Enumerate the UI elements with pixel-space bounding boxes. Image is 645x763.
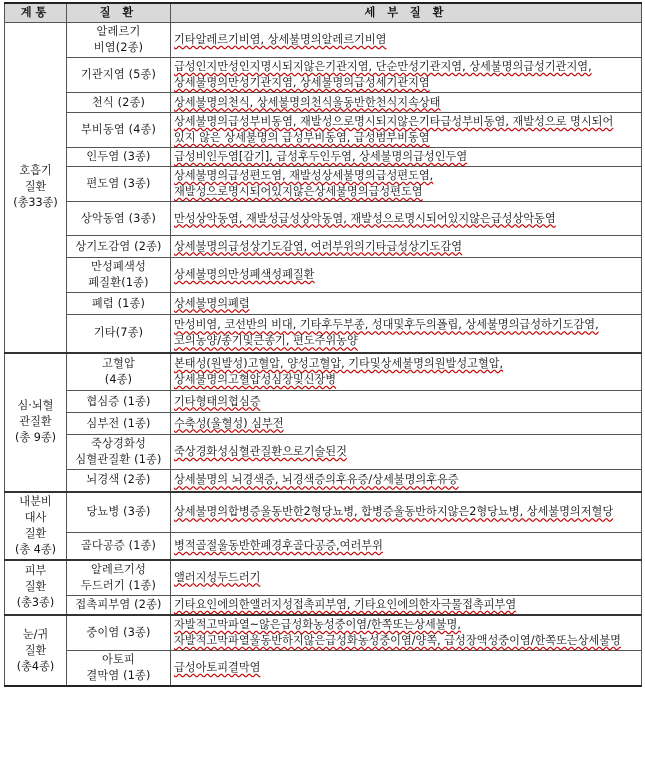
disease-cell: 기타(7종) <box>67 315 171 353</box>
detail-cell: 상세불명의 뇌경색증, 뇌경색증의후유증/상세불명의후유증 <box>171 470 642 492</box>
table-row <box>5 353 642 391</box>
detail-cell: 병적골절울동반한폐경후골다공증,여러부위 <box>171 533 642 560</box>
detail-cell: 상세불명의급성부비동염, 재발성으로명시되지않은기타급성부비동염, 재발성으로 명시되어 있지 않은 상세불명의 급성부비동염, 급성범부비동염 <box>171 113 642 148</box>
table-row <box>5 236 642 258</box>
disease-cell: 상기도감염 (2종) <box>67 236 171 258</box>
disease-cell: 편도염 (3종) <box>67 167 171 202</box>
disease-cell: 만성폐색성 폐질환(1종) <box>67 258 171 293</box>
disease-cell: 접촉피부염 (2종) <box>67 595 171 615</box>
disease-cell: 기관지염 (5종) <box>67 58 171 93</box>
table-row <box>5 560 642 596</box>
system-cell: 피부 질환 (총3종) <box>5 560 67 616</box>
disease-cell: 상악동염 (3종) <box>67 202 171 236</box>
disease-cell: 심부전 (1종) <box>67 413 171 435</box>
detail-cell: 상세불명의급성편도염, 재발성상세불명의급성편도염, 재발성으로명시되어있지않은상세불명의급성편도염 <box>171 167 642 202</box>
header-row <box>5 3 642 23</box>
detail-cell: 상세불명의만성폐색성폐질환 <box>171 258 642 293</box>
detail-cell: 만성상악동염, 재발성급성상악동염, 재발성으로명시되어있지않은급성상악동염 <box>171 202 642 236</box>
detail-cell: 상세불명의합병증울동반한2형당뇨병, 합병증울동반하지않은2형당뇨병, 상세불명의저혈당 <box>171 492 642 533</box>
table-row <box>5 293 642 315</box>
detail-cell: 급성인지만성인지명시되지않은기관지염, 단순만성기관지염, 상세불명의급성기관지염, 상세불명의만성기관지염, 상세불명의급성세기관지염 <box>171 58 642 93</box>
disease-cell: 죽상경화성 심혈관질환 (1종) <box>67 435 171 470</box>
table-row <box>5 93 642 113</box>
disease-cell: 협심증 (1종) <box>67 391 171 413</box>
disease-cell: 천식 (2종) <box>67 93 171 113</box>
system-cell: 내분비 대사 질환 (총 4종) <box>5 492 67 560</box>
detail-cell: 기타요인에의한앨러지성접촉피부염, 기타요인에의한자극물접촉피부염 <box>171 595 642 615</box>
header-detail: 세 부 질 환 <box>171 3 642 23</box>
header-system: 계통 <box>5 3 67 23</box>
detail-cell: 수축성(울혈성) 심부전 <box>171 413 642 435</box>
detail-cell: 자발적고막파열~않은급성화농성중이염/한쪽또는상세불명, 자발적고막파열울동반하지않은급성화농성중이염/양쪽, 급성장액성중이염/한쪽또는상세불명 <box>171 615 642 651</box>
table-row <box>5 533 642 560</box>
detail-cell: 기타형태의협심증 <box>171 391 642 413</box>
table-row <box>5 615 642 651</box>
header-disease: 질 환 <box>67 3 171 23</box>
table-row <box>5 315 642 353</box>
table-row <box>5 167 642 202</box>
detail-cell: 급성아토피결막염 <box>171 651 642 687</box>
table-row <box>5 492 642 533</box>
system-cell: 심·뇌혈 관질환 (총 9종) <box>5 353 67 492</box>
detail-cell: 급성비인두염[감기], 급성후두인두염, 상세불명의급성인두염 <box>171 148 642 167</box>
table-row <box>5 23 642 58</box>
disease-cell: 뇌경색 (2종) <box>67 470 171 492</box>
table-row <box>5 413 642 435</box>
detail-cell: 상세불명의급성상기도감염, 여러부위의기타급성상기도감염 <box>171 236 642 258</box>
detail-cell: 죽상경화성심혈관질환으로기술된것 <box>171 435 642 470</box>
disease-cell: 알레르기성 두드러기 (1종) <box>67 560 171 596</box>
disease-cell: 부비동염 (4종) <box>67 113 171 148</box>
disease-cell: 당뇨병 (3종) <box>67 492 171 533</box>
system-cell: 호흡기 질환 (총33종) <box>5 23 67 353</box>
table-row <box>5 595 642 615</box>
table-row <box>5 113 642 148</box>
table-row <box>5 58 642 93</box>
disease-cell: 아토피 결막염 (1종) <box>67 651 171 687</box>
table-row <box>5 148 642 167</box>
disease-cell: 골다공증 (1종) <box>67 533 171 560</box>
detail-cell: 기타알레르기비염, 상세불명의알레르기비염 <box>171 23 642 58</box>
detail-cell: 상세불명의폐렴 <box>171 293 642 315</box>
disease-cell: 고혈압 (4종) <box>67 353 171 391</box>
detail-cell: 만성비염, 코선반의 비대, 기타후두부종, 성대및후두의폴립, 상세불명의급성하기도감염, 코의농양/종기및큰종기, 편도주위농양 <box>171 315 642 353</box>
detail-cell: 앨러지성두드러기 <box>171 560 642 596</box>
table-row <box>5 470 642 492</box>
table-row <box>5 651 642 687</box>
table-row <box>5 435 642 470</box>
disease-cell: 알레르기 비염(2종) <box>67 23 171 58</box>
detail-cell: 본태성(원발성)고혈압, 양성고혈압, 기타및상세불명의원발성고혈압, 상세불명의고혈압성심장및신장병 <box>171 353 642 391</box>
table-row <box>5 391 642 413</box>
disease-cell: 인두염 (3종) <box>67 148 171 167</box>
disease-table <box>4 2 642 687</box>
disease-cell: 폐렴 (1종) <box>67 293 171 315</box>
disease-cell: 중이염 (3종) <box>67 615 171 651</box>
table-row <box>5 258 642 293</box>
system-cell: 눈/귀 질환 (총4종) <box>5 615 67 686</box>
table-body <box>5 23 642 687</box>
detail-cell: 상세불명의천식, 상세불명의천식울동반한천식지속상태 <box>171 93 642 113</box>
table-row <box>5 202 642 236</box>
